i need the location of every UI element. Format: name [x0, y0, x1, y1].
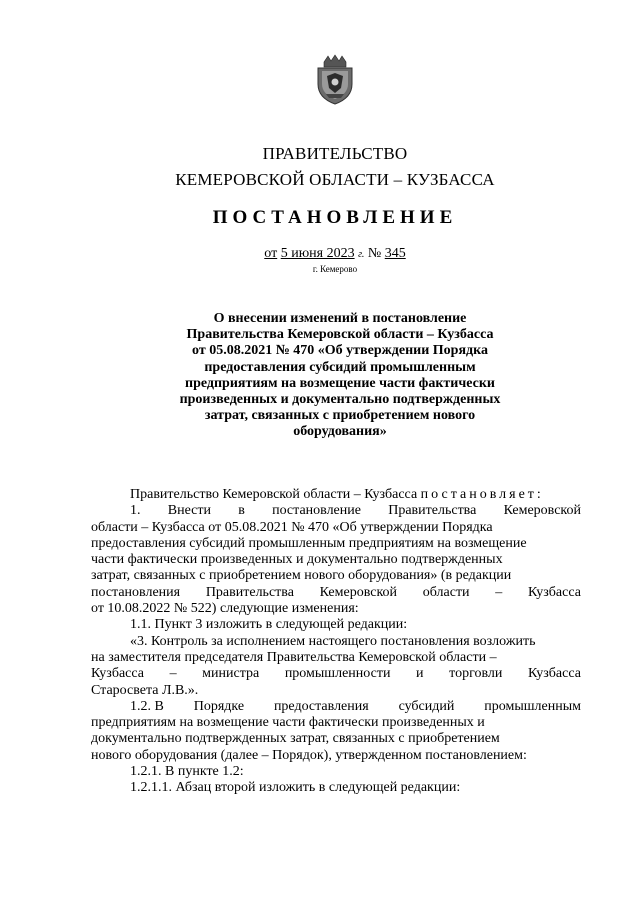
title-line: Правительства Кемеровской области – Кузбасса — [186, 327, 494, 343]
word: – — [495, 584, 503, 600]
year-suffix: г. — [358, 249, 365, 260]
word: Кузбасса — [527, 666, 581, 682]
paragraph-1-line-1 — [91, 503, 581, 519]
document-date-number — [15, 246, 640, 262]
paragraph-1-1: 1.1. Пункт 3 изложить в следующей редакции: — [130, 617, 408, 633]
word: 1.2. В — [130, 698, 164, 714]
paragraph-1-line-5: затрат, связанных с приобретением нового оборудования» (в редакции — [91, 568, 512, 584]
word: Правительства — [388, 503, 477, 519]
word: промышленным — [484, 698, 581, 714]
paragraph-1-2-1-1: 1.2.1.1. Абзац второй изложить в следующей редакции: — [130, 780, 461, 796]
quote-line-3 — [91, 666, 581, 682]
paragraph-1-2-line-1 — [91, 699, 581, 715]
paragraph-1-2-1: 1.2.1. В пункте 1.2: — [130, 764, 244, 780]
paragraph-1-line-2: области – Кузбасса от 05.08.2021 № 470 «Об утверждении Порядка — [91, 519, 493, 535]
title-line: от 05.08.2021 № 470 «Об утверждении Порядка — [192, 343, 488, 359]
title-line: предприятиям на возмещение части фактически — [185, 375, 495, 391]
title-line: оборудования» — [293, 424, 387, 440]
org-name-line-2: КЕМЕРОВСКОЙ ОБЛАСТИ – КУЗБАССА — [175, 170, 495, 189]
word: Внести — [167, 503, 211, 519]
document-date: 5 июня 2023 — [280, 246, 355, 261]
word: Кемеровской — [503, 503, 581, 519]
intro-verb: постановляет: — [420, 487, 544, 502]
word: торговли — [449, 666, 503, 682]
quote-line-1: «3. Контроль за исполнением настоящего постановления возложить — [130, 633, 536, 649]
org-name-line-1: ПРАВИТЕЛЬСТВО — [262, 144, 408, 163]
word: предоставления — [273, 698, 369, 714]
word: постановления — [91, 584, 181, 600]
word: и — [416, 666, 424, 682]
document-body — [91, 487, 581, 797]
intro-text: Правительство Кемеровской области – Кузбасса — [130, 487, 418, 502]
word: промышленности — [284, 666, 391, 682]
paragraph-1-line-6 — [91, 585, 581, 601]
paragraph-1-line-4: части фактически произведенных и документально подтвержденных — [91, 552, 503, 568]
word: Правительства — [205, 584, 294, 600]
document-number: 345 — [384, 246, 406, 261]
quote-line-4: Старосвета Л.В.». — [91, 682, 199, 698]
paragraph-1-2-line-2: предприятиям на возмещение части фактически произведенных и — [91, 715, 485, 731]
word: Кемеровской — [319, 584, 398, 600]
intro-line — [91, 487, 581, 503]
word: Кузбасса — [91, 666, 144, 682]
word: Порядке — [193, 698, 245, 714]
word: в — [238, 503, 245, 519]
title-line: предоставления субсидий промышленным — [204, 359, 476, 375]
kuzbass-coat-of-arms-icon — [314, 54, 356, 106]
word: 1. — [130, 503, 141, 519]
title-line: О внесении изменений в постановление — [213, 311, 467, 326]
document-title — [165, 311, 515, 441]
word: – — [169, 666, 177, 682]
paragraph-1-line-7: от 10.08.2022 № 522) следующие изменения: — [91, 601, 359, 617]
date-prefix: от — [264, 246, 278, 261]
word: Кузбасса — [527, 584, 581, 600]
word: области — [422, 584, 470, 600]
word: постановление — [272, 503, 361, 519]
quote-line-2: на заместителя председателя Правительства Кемеровской области – — [91, 649, 497, 665]
document-city: г. Кемерово — [312, 264, 358, 274]
paragraph-1-2-line-4: нового оборудования (далее – Порядок), утвержденном постановлением: — [91, 747, 527, 763]
number-sign: № — [367, 246, 382, 261]
word: министра — [202, 666, 260, 682]
document-type-heading: ПОСТАНОВЛЕНИЕ — [212, 207, 458, 228]
paragraph-1-line-3: предоставления субсидий промышленным предприятиям на возмещение — [91, 535, 527, 551]
title-line: затрат, связанных с приобретением нового — [204, 408, 476, 424]
word: субсидий — [398, 698, 455, 714]
title-line: произведенных и документально подтвержденных — [179, 392, 501, 408]
paragraph-1-2-line-3: документально подтвержденных затрат, связанных с приобретением — [91, 731, 500, 747]
